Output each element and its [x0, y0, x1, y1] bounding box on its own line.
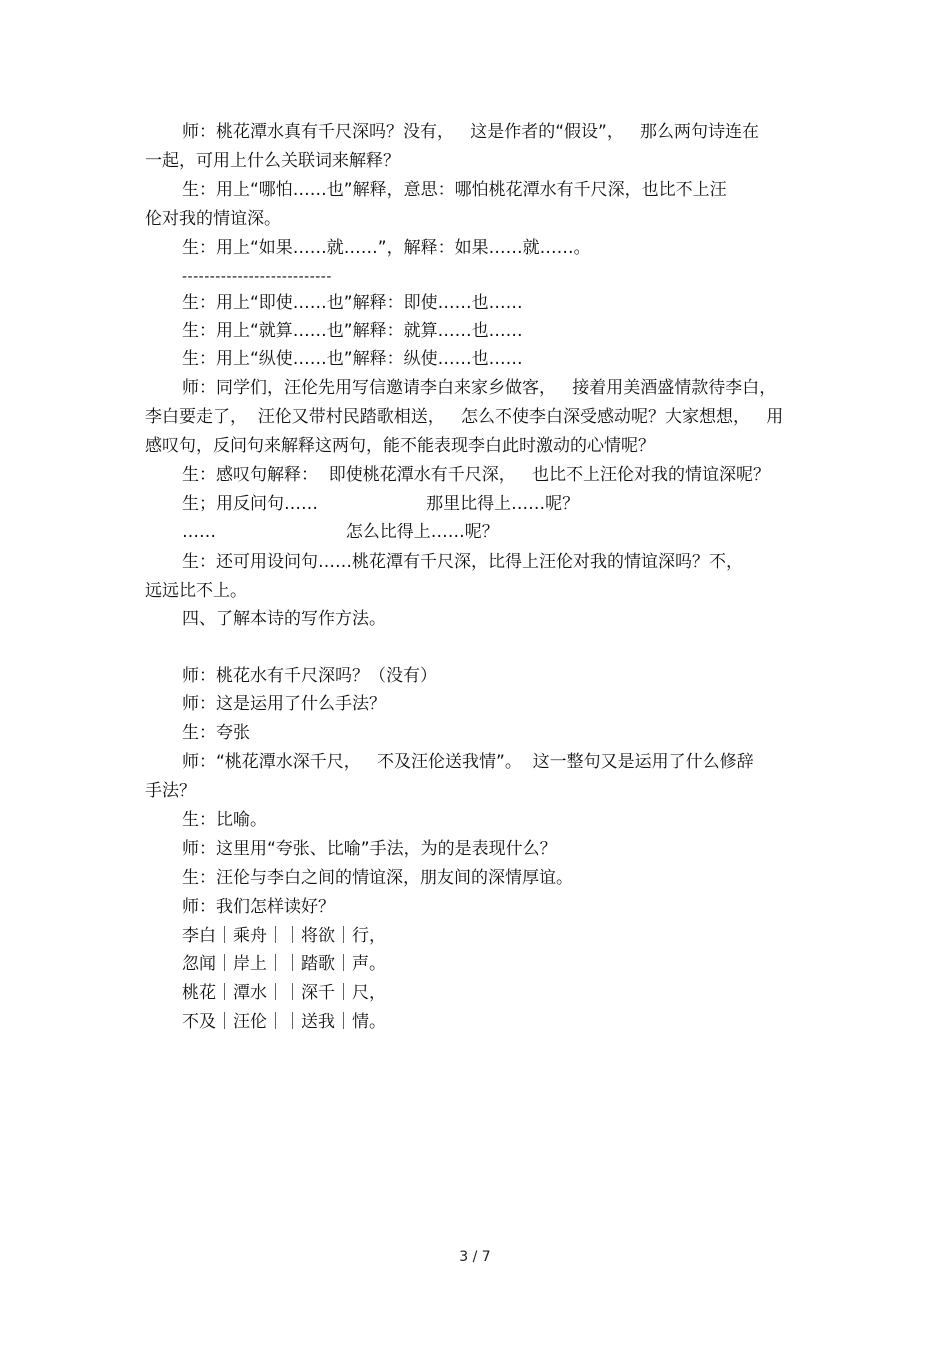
text-line: 远远比不上。 — [145, 581, 247, 601]
text-line: 一起，可用上什么关联词来解释？ — [145, 151, 400, 171]
poem-line: 李白｜乘舟｜｜将欲｜行， — [182, 926, 386, 946]
poem-line: 忽闻｜岸上｜｜踏歌｜声。 — [182, 954, 386, 974]
text-line: 生：夸张 — [182, 723, 250, 743]
text-line: 师：桃花水有千尺深吗？（没有） — [182, 666, 437, 686]
text-line: 师：同学们，汪伦先用写信邀请李白来家乡做客， 接着用美酒盛情款待李白， — [182, 378, 777, 398]
text-line: 生：感叹句解释： 即使桃花潭水有千尺深， 也比不上汪伦对我的情谊深呢？ — [182, 465, 771, 485]
text-line: 李白要走了， 汪伦又带村民踏歌相送， 怎么不使李白深受感动呢？大家想想， 用 — [145, 407, 784, 427]
text-line: 师：这是运用了什么手法？ — [182, 694, 386, 714]
text-line: 师：我们怎样读好？ — [182, 897, 335, 917]
text-line: 伦对我的情谊深。 — [145, 209, 281, 229]
text-line: 生；用反问句…… 那里比得上……呢？ — [182, 494, 580, 514]
text-line: 生：用上“纵使……也”解释：纵使……也…… — [182, 349, 523, 369]
poem-line: 不及｜汪伦｜｜送我｜情。 — [182, 1012, 386, 1032]
text-line: 师：“桃花潭水深千尺， 不及汪伦送我情”。 这一整句又是运用了什么修辞 — [182, 752, 754, 772]
text-line: 生：用上“就算……也”解释：就算……也…… — [182, 321, 523, 341]
text-line: 生：用上“哪怕……也”解释，意思：哪怕桃花潭水有千尺深，也比不上汪 — [182, 180, 727, 200]
poem-line: 桃花｜潭水｜｜深千｜尺， — [182, 983, 386, 1003]
section-heading: 四、了解本诗的写作方法。 — [182, 609, 386, 629]
text-line: 师：桃花潭水真有千尺深吗？没有， 这是作者的“假设”， 那么两句诗连在 — [182, 122, 760, 142]
text-line: 生：用上“如果……就……”，解释：如果……就……。 — [182, 238, 591, 258]
text-line: 感叹句，反问句来解释这两句，能不能表现李白此时激动的心情呢？ — [145, 436, 655, 456]
text-line: …… 怎么比得上……呢？ — [182, 522, 499, 542]
text-line: 生：还可用设问句……桃花潭有千尺深，比得上汪伦对我的情谊深吗？不， — [182, 552, 743, 572]
text-line: 生：比喻。 — [182, 810, 267, 830]
text-line: 师：这里用“夸张、比喻”手法，为的是表现什么？ — [182, 839, 557, 859]
text-line: 生：汪伦与李白之间的情谊深，朋友间的深情厚谊。 — [182, 868, 573, 888]
text-line: 手法？ — [145, 781, 196, 801]
dashed-divider: --------------------------- — [182, 269, 332, 285]
page-number: 3 / 7 — [459, 1249, 491, 1265]
text-line: 生：用上“即使……也”解释：即使……也…… — [182, 293, 523, 313]
